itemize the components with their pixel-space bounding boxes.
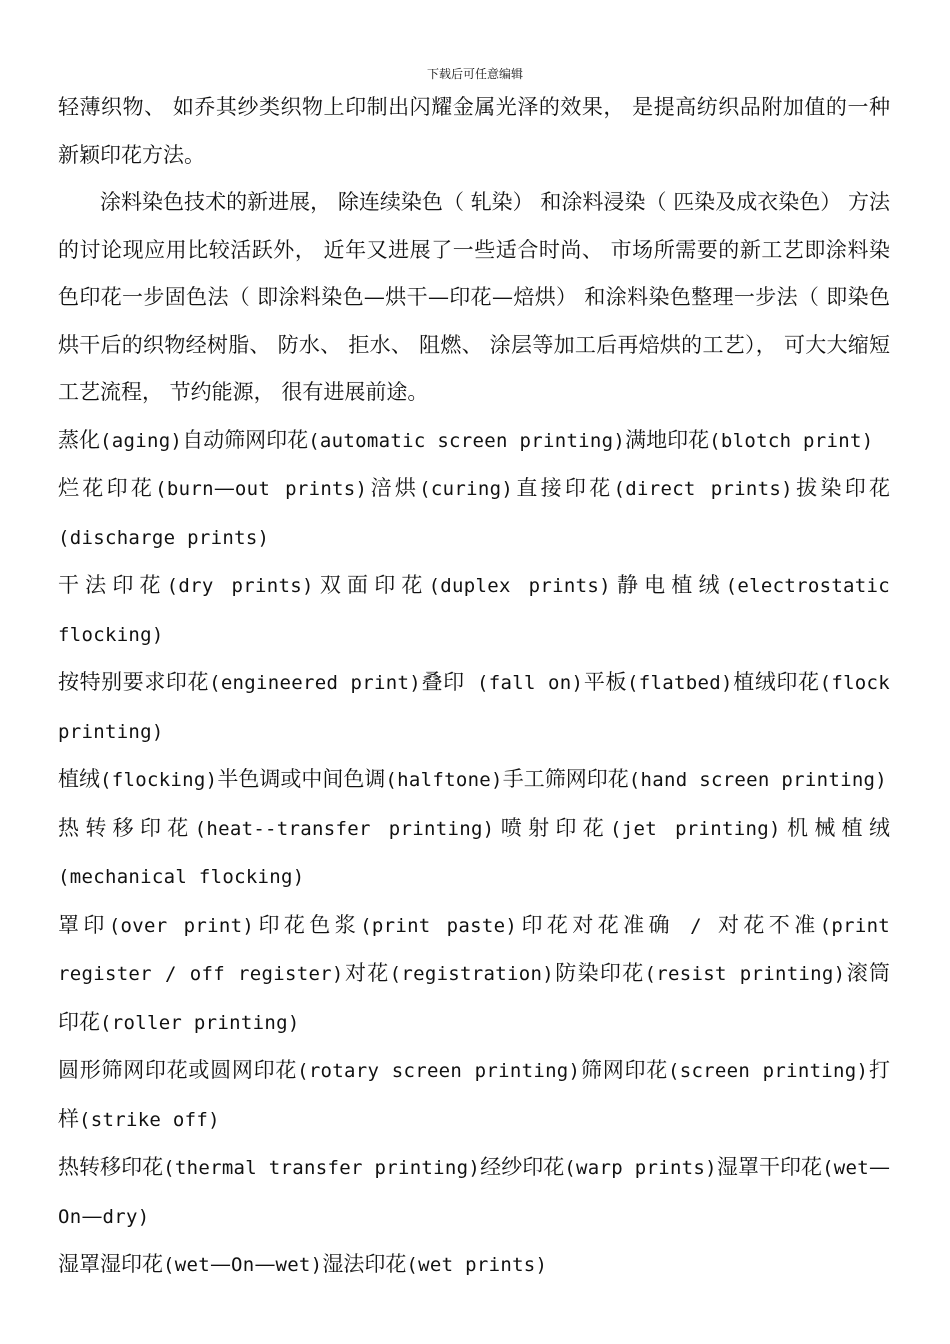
- glossary-paragraph: 蒸化(aging)自动筛网印花(automatic screen printing)满地印花(blotch print): [58, 427, 874, 452]
- glossary-paragraph: 热转移印花(thermal transfer printing)经纱印花(warp prints)湿罩干印花(wet—On—dry): [58, 1155, 891, 1228]
- glossary-paragraph: 植绒(flocking)半色调或中间色调(halftone)手工筛网印花(hand screen printing): [58, 767, 888, 791]
- glossary-paragraph: 按特别要求印花(engineered print)叠印 (fall on)平板(flatbed)植绒印花(flock printing): [58, 670, 891, 743]
- glossary-paragraph: 湿罩湿印花(wet—On—wet)湿法印花(wet prints): [58, 1252, 548, 1276]
- glossary-paragraph: 罩印(over print)印花色浆(print paste)印花对花准确 / 对花不准(print register / off register)对花(registration)防染印花(resist printing)滚筒印花(roller printing): [58, 912, 891, 1034]
- intro-paragraph-pigment-dyeing: 涂料染色技术的新进展， 除连续染色（ 轧染） 和涂料浸染（ 匹染及成衣染色） 方法的讨论现应用比较活跃外， 近年又进展了一些适合时尚、 市场所需要的新工艺即涂料染色印花一步固色法（ 即涂料染色—烘干—印花—焙烘） 和涂料染色整理一步法（ 即染色烘干后的织物经树脂、 防水、 拒水、 阻燃、 涂层等加工后再焙烘的工艺）， 可大大缩短工艺流程， 节约能源， 很有进展前途。: [58, 190, 890, 404]
- glossary-paragraph: 烂花印花(burn—out prints)涪烘(curing)直接印花(direct prints)拔染印花(discharge prints): [58, 476, 891, 549]
- glossary-paragraph: 热转移印花(heat--transfer printing)喷射印花(jet printing)机械植绒(mechanical flocking): [58, 815, 891, 888]
- intro-paragraph-continued: 轻薄织物、 如乔其纱类织物上印制出闪耀金属光泽的效果， 是提高纺织品附加值的一种新颖印花方法。: [58, 95, 890, 167]
- document-body: [58, 84, 890, 1290]
- glossary-paragraph: 圆形筛网印花或圆网印花(rotary screen printing)筛网印花(screen printing)打样(strike off): [58, 1058, 890, 1131]
- page-header: 下载后可任意编辑: [426, 67, 523, 81]
- glossary-paragraph: 干法印花(dry prints)双面印花(duplex prints)静电植绒(electrostatic flocking): [58, 573, 891, 646]
